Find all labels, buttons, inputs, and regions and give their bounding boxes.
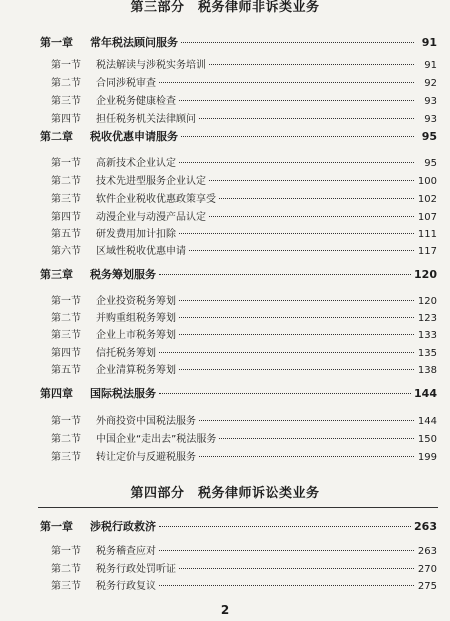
section-number: 第二节 xyxy=(51,78,81,89)
chapter-2-entry[interactable] xyxy=(40,128,437,144)
section-entry[interactable] xyxy=(51,542,437,557)
section-title: 区域性税收优惠申请 xyxy=(96,246,186,257)
section-title: 并购重组税务筹划 xyxy=(96,313,176,324)
part4-title: 第四部分 税务律师诉讼类业务 xyxy=(130,486,320,501)
section-title: 税务行政处罚听证 xyxy=(96,564,176,575)
section-title: 技术先进型服务企业认定 xyxy=(96,176,206,187)
section-title: 转让定价与反避税服务 xyxy=(96,452,196,463)
footer-page-number: 2 xyxy=(220,603,230,617)
chapter-title: 税务筹划服务 xyxy=(90,268,156,281)
page-number: 102 xyxy=(417,194,437,205)
section-title: 中国企业“走出去”税法服务 xyxy=(96,434,217,445)
section-title: 担任税务机关法律顾问 xyxy=(96,114,196,125)
leader-dots xyxy=(179,299,414,301)
section-entry[interactable] xyxy=(51,309,437,324)
section-title: 企业税务健康检查 xyxy=(96,96,176,107)
page-number: 92 xyxy=(424,78,437,89)
section-title: 动漫企业与动漫产品认定 xyxy=(96,212,206,223)
section-title: 合同涉税审查 xyxy=(96,78,156,89)
section-entry[interactable] xyxy=(51,344,437,359)
leader-dots xyxy=(219,437,414,439)
section-number: 第三节 xyxy=(51,330,81,341)
page-number: 199 xyxy=(417,452,437,463)
section-entry[interactable] xyxy=(51,172,437,187)
section-entry[interactable] xyxy=(51,242,437,257)
section-title: 信托税务筹划 xyxy=(96,348,156,359)
page-number: 135 xyxy=(417,348,437,359)
section-entry[interactable] xyxy=(51,208,437,223)
section-entry[interactable] xyxy=(51,577,437,592)
page-number: 144 xyxy=(414,387,437,400)
section-entry[interactable] xyxy=(51,326,437,341)
section-number: 第三节 xyxy=(51,452,81,463)
section-entry[interactable] xyxy=(51,225,437,240)
leader-dots xyxy=(199,419,414,421)
section-entry[interactable] xyxy=(51,56,437,71)
section-number: 第五节 xyxy=(51,229,81,240)
leader-dots xyxy=(209,63,414,65)
section-number: 第三节 xyxy=(51,96,81,107)
section-title: 企业上市税务筹划 xyxy=(96,330,176,341)
leader-dots xyxy=(159,525,411,527)
leader-dots xyxy=(179,567,414,569)
leader-dots xyxy=(219,197,414,199)
leader-dots xyxy=(159,273,411,275)
leader-dots xyxy=(199,117,414,119)
page-number: 263 xyxy=(417,546,437,557)
page-number: 270 xyxy=(417,564,437,575)
section-entry[interactable] xyxy=(51,448,437,463)
chapter-number: 第二章 xyxy=(40,130,73,143)
section-number: 第一节 xyxy=(51,158,81,169)
section-title: 高新技术企业认定 xyxy=(96,158,176,169)
section-number: 第三节 xyxy=(51,581,81,592)
section-number: 第一节 xyxy=(51,416,81,427)
section-title: 税务稽查应对 xyxy=(96,546,156,557)
section-entry[interactable] xyxy=(51,92,437,107)
section-title: 外商投资中国税法服务 xyxy=(96,416,196,427)
section-number: 第一节 xyxy=(51,296,81,307)
part3-title: 第三部分 税务律师非诉类业务 xyxy=(130,0,320,15)
section-title: 企业清算税务筹划 xyxy=(96,365,176,376)
page-number: 91 xyxy=(424,60,437,71)
chapter-title: 国际税法服务 xyxy=(90,387,156,400)
section-number: 第二节 xyxy=(51,176,81,187)
leader-dots xyxy=(159,351,414,353)
chapter-number: 第三章 xyxy=(40,268,73,281)
page-number: 133 xyxy=(417,330,437,341)
section-number: 第四节 xyxy=(51,114,81,125)
page-number: 93 xyxy=(424,96,437,107)
section-number: 第五节 xyxy=(51,365,81,376)
section-entry[interactable] xyxy=(51,110,437,125)
chapter-1-entry[interactable] xyxy=(40,34,437,50)
section-entry[interactable] xyxy=(51,154,437,169)
page-number: 120 xyxy=(417,296,437,307)
section-title: 税务行政复议 xyxy=(96,581,156,592)
page-number: 91 xyxy=(421,36,437,49)
page-number: 120 xyxy=(414,268,437,281)
section-number: 第二节 xyxy=(51,564,81,575)
leader-dots xyxy=(179,368,414,370)
section-number: 第一节 xyxy=(51,60,81,71)
chapter-number: 第一章 xyxy=(40,520,73,533)
chapter-3-entry[interactable] xyxy=(40,266,437,282)
section-entry[interactable] xyxy=(51,292,437,307)
leader-dots xyxy=(159,392,411,394)
chapter-number: 第四章 xyxy=(40,387,73,400)
section-entry[interactable] xyxy=(51,190,437,205)
section-number: 第二节 xyxy=(51,434,81,445)
leader-dots xyxy=(159,549,414,551)
leader-dots xyxy=(179,161,414,163)
leader-dots xyxy=(189,249,414,251)
leader-dots xyxy=(199,455,414,457)
chapter-number: 第一章 xyxy=(40,36,73,49)
section-divider xyxy=(38,507,438,508)
section-entry[interactable] xyxy=(51,412,437,427)
section-entry[interactable] xyxy=(51,560,437,575)
leader-dots xyxy=(179,316,414,318)
chapter-4-entry[interactable] xyxy=(40,385,437,401)
page-number: 93 xyxy=(424,114,437,125)
leader-dots xyxy=(209,179,414,181)
page-number: 107 xyxy=(417,212,437,223)
section-title: 软件企业税收优惠政策享受 xyxy=(96,194,216,205)
section-number: 第二节 xyxy=(51,313,81,324)
page-number: 95 xyxy=(424,158,437,169)
leader-dots xyxy=(181,41,414,43)
chapter-title: 税收优惠申请服务 xyxy=(90,130,178,143)
section-title: 研发费用加计扣除 xyxy=(96,229,176,240)
leader-dots xyxy=(179,99,414,101)
section-number: 第四节 xyxy=(51,348,81,359)
page-number: 100 xyxy=(417,176,437,187)
leader-dots xyxy=(159,584,414,586)
section-entry[interactable] xyxy=(51,74,437,89)
leader-dots xyxy=(179,232,414,234)
section-title: 税法解读与涉税实务培训 xyxy=(96,60,206,71)
chapter-title: 涉税行政救济 xyxy=(90,520,156,533)
page-number: 95 xyxy=(421,130,437,143)
section-number: 第六节 xyxy=(51,246,81,257)
section-entry[interactable] xyxy=(51,430,437,445)
page-number: 275 xyxy=(417,581,437,592)
section-title: 企业投资税务筹划 xyxy=(96,296,176,307)
page-number: 144 xyxy=(417,416,437,427)
leader-dots xyxy=(181,135,414,137)
section-entry[interactable] xyxy=(51,361,437,376)
page-number: 150 xyxy=(417,434,437,445)
section-number: 第一节 xyxy=(51,546,81,557)
section-number: 第三节 xyxy=(51,194,81,205)
part4-chapter-1-entry[interactable] xyxy=(40,518,437,534)
chapter-title: 常年税法顾问服务 xyxy=(90,36,178,49)
page-number: 263 xyxy=(414,520,437,533)
section-number: 第四节 xyxy=(51,212,81,223)
leader-dots xyxy=(179,333,414,335)
page-number: 117 xyxy=(417,246,437,257)
leader-dots xyxy=(159,81,414,83)
leader-dots xyxy=(209,215,414,217)
page-number: 111 xyxy=(417,229,437,240)
page-number: 138 xyxy=(417,365,437,376)
page-number: 123 xyxy=(417,313,437,324)
